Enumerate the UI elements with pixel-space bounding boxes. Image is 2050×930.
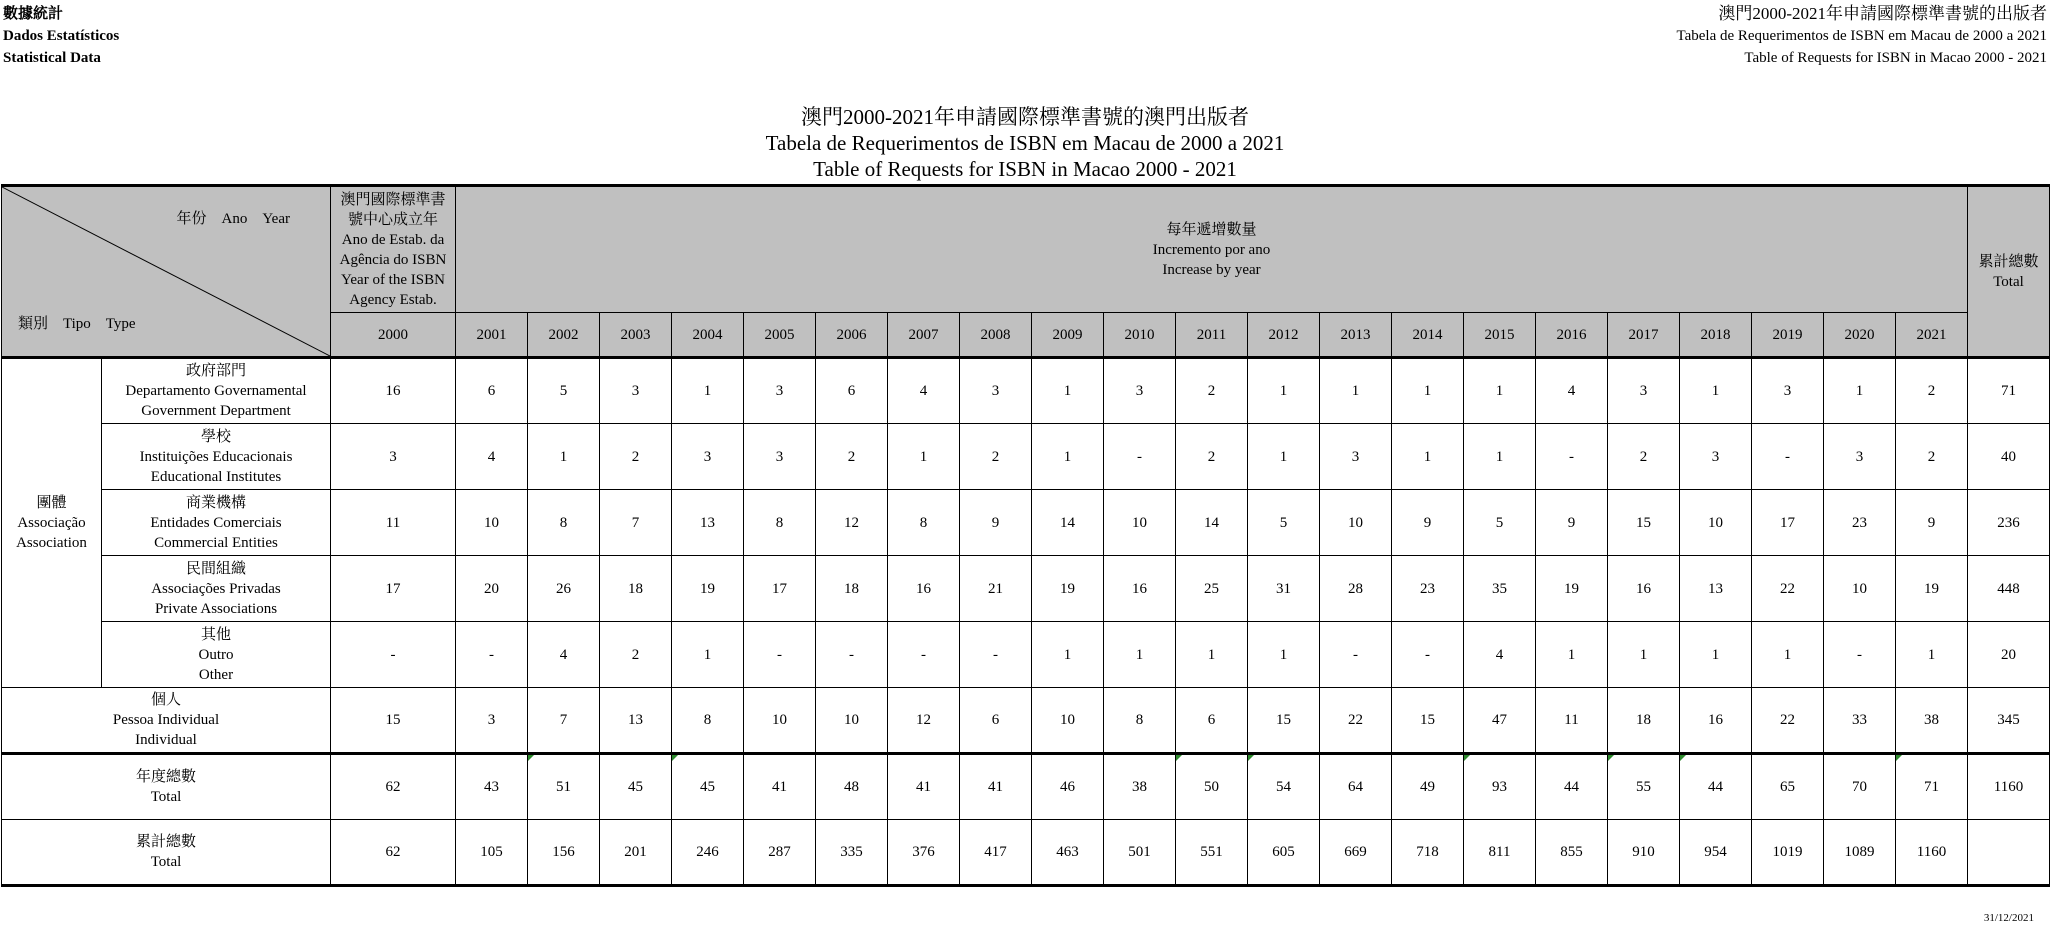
year-header-2014: 2014	[1392, 313, 1464, 358]
data-cell: 7	[600, 490, 672, 556]
data-cell: 1	[528, 424, 600, 490]
data-cell: 17	[744, 556, 816, 622]
cumulative-total-cell: 463	[1032, 820, 1104, 886]
data-cell: 1	[1032, 622, 1104, 688]
data-cell: 3	[744, 358, 816, 424]
annual-total-cell: 45	[672, 754, 744, 820]
category-label-line: 政府部門	[185, 363, 246, 379]
year-header-2005: 2005	[744, 313, 816, 358]
comment-marker-icon	[528, 755, 534, 761]
row-total-cell: 236	[1968, 490, 2050, 556]
cumulative-total-cell: 1160	[1896, 820, 1968, 886]
cumulative-total-cell: 954	[1680, 820, 1752, 886]
increase-header-line: Incremento por ano	[1152, 241, 1271, 258]
year-header-2006: 2006	[816, 313, 888, 358]
increase-header-line: Increase by year	[1162, 261, 1261, 278]
individual-label	[2, 688, 331, 754]
annual-total-cell: 41	[960, 754, 1032, 820]
data-cell: 8	[528, 490, 600, 556]
row-total-cell: 71	[1968, 358, 2050, 424]
individual-label-line: Individual	[135, 732, 197, 748]
data-cell: 4	[888, 358, 960, 424]
annual-total-cell: 46	[1032, 754, 1104, 820]
year-header-2021: 2021	[1896, 313, 1968, 358]
annual-total-cell: 41	[744, 754, 816, 820]
group-label	[2, 358, 102, 688]
annual-total-label-line: Total	[150, 789, 182, 805]
annual-total-cell: 45	[600, 754, 672, 820]
data-cell: 17	[1752, 490, 1824, 556]
year-header-2016: 2016	[1536, 313, 1608, 358]
annual-total-cell: 48	[816, 754, 888, 820]
category-label	[102, 622, 331, 688]
data-cell: 3	[600, 358, 672, 424]
category-label-line: 商業機構	[185, 494, 246, 511]
data-cell: 3	[1824, 424, 1896, 490]
data-cell: 22	[1752, 556, 1824, 622]
row-total-cell: 40	[1968, 424, 2050, 490]
annual-total-cell: 50	[1176, 754, 1248, 820]
data-cell: 33	[1824, 688, 1896, 754]
comment-marker-icon	[1608, 755, 1614, 761]
data-cell: 13	[1680, 556, 1752, 622]
cumulative-total-label-line: Total	[150, 854, 182, 870]
data-cell: 1	[672, 622, 744, 688]
comment-marker-icon	[672, 755, 678, 761]
data-cell: 6	[456, 358, 528, 424]
data-cell: 3	[960, 358, 1032, 424]
data-cell: 1	[1032, 424, 1104, 490]
data-cell: -	[331, 622, 456, 688]
data-cell: 3	[1680, 424, 1752, 490]
data-cell: 1	[1464, 424, 1536, 490]
data-cell: 19	[1896, 556, 1968, 622]
comment-marker-icon	[1680, 755, 1686, 761]
data-cell: 8	[672, 688, 744, 754]
category-label-line: Other	[198, 666, 234, 683]
data-cell: 8	[888, 490, 960, 556]
row-total-cell: 448	[1968, 556, 2050, 622]
title-line: Tabela de Requerimentos de ISBN em Macau de 2000 a 2021	[765, 131, 1285, 155]
header-right	[1676, 3, 2047, 69]
increase-header	[456, 186, 1968, 313]
data-cell: 15	[1392, 688, 1464, 754]
data-cell: 12	[816, 490, 888, 556]
data-cell: -	[1320, 622, 1392, 688]
data-cell: 3	[744, 424, 816, 490]
data-cell: 16	[1608, 556, 1680, 622]
data-cell: -	[1824, 622, 1896, 688]
annual-total-cell: 93	[1464, 754, 1536, 820]
data-cell: 18	[1608, 688, 1680, 754]
est-header-line: 澳門國際標準書	[340, 191, 446, 208]
est-year-header	[331, 186, 456, 313]
data-cell: 4	[1536, 358, 1608, 424]
cumulative-total-cell: 105	[456, 820, 528, 886]
total-header	[1968, 186, 2050, 358]
cumulative-total-label-line: 累計總數	[135, 834, 196, 850]
data-cell: 10	[456, 490, 528, 556]
cumulative-total-cell: 417	[960, 820, 1032, 886]
year-header-2015: 2015	[1464, 313, 1536, 358]
category-label-line: Educational Institutes	[150, 468, 282, 485]
row-total-cell: 20	[1968, 622, 2050, 688]
data-cell: 1	[672, 358, 744, 424]
annual-total-cell: 44	[1680, 754, 1752, 820]
data-cell: 1	[1320, 358, 1392, 424]
year-header-2018: 2018	[1680, 313, 1752, 358]
group-label-line: Associação	[17, 515, 86, 531]
category-label	[102, 490, 331, 556]
annual-total-cell: 49	[1392, 754, 1464, 820]
data-cell: 7	[528, 688, 600, 754]
cumulative-total-cell: 335	[816, 820, 888, 886]
data-cell: 1	[1248, 622, 1320, 688]
data-cell: 1	[1248, 358, 1320, 424]
data-cell: -	[888, 622, 960, 688]
data-cell: 1	[1032, 358, 1104, 424]
isbn-table	[1, 184, 2050, 887]
cumulative-total-cell: 287	[744, 820, 816, 886]
category-label-line: 民間組織	[185, 560, 246, 577]
data-cell: 1	[1536, 622, 1608, 688]
annual-total-cell: 64	[1320, 754, 1392, 820]
category-label	[102, 556, 331, 622]
data-cell: 5	[1248, 490, 1320, 556]
annual-total-cell: 55	[1608, 754, 1680, 820]
data-cell: -	[960, 622, 1032, 688]
data-cell: 10	[1824, 556, 1896, 622]
category-label-line: 學校	[200, 428, 231, 445]
title-line: Table of Requests for ISBN in Macao 2000 - 2021	[813, 157, 1237, 181]
cumulative-total-cell: 718	[1392, 820, 1464, 886]
data-cell: 16	[331, 358, 456, 424]
data-cell: 38	[1896, 688, 1968, 754]
data-cell: 1	[1752, 622, 1824, 688]
cumulative-total-cell: 669	[1320, 820, 1392, 886]
data-cell: 2	[1608, 424, 1680, 490]
data-cell: 1	[1680, 358, 1752, 424]
cumulative-total-cell: 605	[1248, 820, 1320, 886]
est-header-line: Ano de Estab. da	[341, 231, 445, 248]
data-cell: 6	[960, 688, 1032, 754]
data-cell: 11	[1536, 688, 1608, 754]
data-cell: 2	[1176, 358, 1248, 424]
cumulative-total-cell: 855	[1536, 820, 1608, 886]
data-cell: 19	[1536, 556, 1608, 622]
est-header-line: Agency Estab.	[349, 291, 437, 308]
data-cell: 4	[456, 424, 528, 490]
data-cell: 2	[816, 424, 888, 490]
individual-label-line: Pessoa Individual	[112, 712, 220, 728]
row-total-cell: 345	[1968, 688, 2050, 754]
data-cell: 17	[331, 556, 456, 622]
category-label-line: Instituições Educacionais	[139, 448, 293, 465]
data-cell: 25	[1176, 556, 1248, 622]
header-left-line: Statistical Data	[3, 50, 101, 66]
data-cell: 3	[456, 688, 528, 754]
data-cell: 1	[1248, 424, 1320, 490]
data-cell: 23	[1392, 556, 1464, 622]
data-cell: 21	[960, 556, 1032, 622]
data-cell: 5	[1464, 490, 1536, 556]
data-cell: 3	[331, 424, 456, 490]
annual-total-cell: 70	[1824, 754, 1896, 820]
header-left-line: Dados Estatísticos	[3, 28, 120, 44]
data-cell: 18	[600, 556, 672, 622]
data-cell: 2	[1896, 358, 1968, 424]
year-header-2012: 2012	[1248, 313, 1320, 358]
data-cell: 16	[888, 556, 960, 622]
category-label-line: Private Associations	[154, 600, 278, 617]
header-right-line: Tabela de Requerimentos de ISBN em Macau de 2000 a 2021	[1676, 28, 2047, 44]
corner-type-label: 類別 Tipo Type	[18, 316, 136, 332]
data-cell: 4	[528, 622, 600, 688]
data-cell: 1	[1824, 358, 1896, 424]
header-right-line: Table of Requests for ISBN in Macao 2000 - 2021	[1744, 50, 2047, 66]
data-cell: 19	[1032, 556, 1104, 622]
annual-total-cell: 71	[1896, 754, 1968, 820]
year-header-2010: 2010	[1104, 313, 1176, 358]
grand-total-cell: 1160	[1968, 754, 2050, 820]
comment-marker-icon	[1464, 755, 1470, 761]
data-cell: 31	[1248, 556, 1320, 622]
data-cell: 9	[960, 490, 1032, 556]
data-cell: 2	[960, 424, 1032, 490]
est-header-line: Year of the ISBN	[341, 271, 445, 288]
category-label-line: Departamento Governamental	[125, 383, 307, 399]
category-label	[102, 358, 331, 424]
data-cell: 14	[1176, 490, 1248, 556]
cumulative-total-cell: 246	[672, 820, 744, 886]
annual-total-cell: 65	[1752, 754, 1824, 820]
data-cell: 9	[1896, 490, 1968, 556]
annual-total-cell: 54	[1248, 754, 1320, 820]
data-cell: 10	[1032, 688, 1104, 754]
data-cell: 20	[456, 556, 528, 622]
data-cell: 12	[888, 688, 960, 754]
data-cell: -	[1752, 424, 1824, 490]
data-cell: 1	[1392, 424, 1464, 490]
title-line: 澳門2000-2021年申請國際標準書號的澳門出版者	[801, 105, 1249, 129]
data-cell: 26	[528, 556, 600, 622]
year-header-2017: 2017	[1608, 313, 1680, 358]
data-cell: 1	[888, 424, 960, 490]
data-cell: -	[456, 622, 528, 688]
annual-total-cell: 62	[331, 754, 456, 820]
data-cell: 1	[1176, 622, 1248, 688]
total-header-line: 累計總數	[1978, 253, 2039, 270]
data-cell: 11	[331, 490, 456, 556]
data-cell: 28	[1320, 556, 1392, 622]
increase-header-line: 每年遞增數量	[1166, 221, 1257, 238]
category-label-line: Government Department	[141, 403, 291, 419]
cumulative-total-cell: 1089	[1824, 820, 1896, 886]
cumulative-total-label	[2, 820, 331, 886]
empty-cell	[1968, 820, 2050, 886]
annual-total-cell: 44	[1536, 754, 1608, 820]
cumulative-total-cell: 910	[1608, 820, 1680, 886]
data-cell: 15	[331, 688, 456, 754]
individual-label-line: 個人	[150, 692, 181, 708]
data-cell: 2	[1896, 424, 1968, 490]
data-cell: 18	[816, 556, 888, 622]
data-cell: 6	[816, 358, 888, 424]
data-cell: 3	[672, 424, 744, 490]
category-label-line: Entidades Comerciais	[150, 514, 282, 531]
comment-marker-icon	[1176, 755, 1182, 761]
data-cell: 14	[1032, 490, 1104, 556]
data-cell: 15	[1248, 688, 1320, 754]
header-left-line: 數據統計	[3, 6, 64, 22]
cumulative-total-cell: 376	[888, 820, 960, 886]
data-cell: 8	[1104, 688, 1176, 754]
corner-header	[2, 186, 331, 358]
year-header-2004: 2004	[672, 313, 744, 358]
data-cell: 16	[1104, 556, 1176, 622]
category-label-line: Outro	[198, 646, 234, 663]
year-header-2020: 2020	[1824, 313, 1896, 358]
data-cell: -	[1392, 622, 1464, 688]
year-header-2002: 2002	[528, 313, 600, 358]
annual-total-cell: 51	[528, 754, 600, 820]
year-header-2013: 2013	[1320, 313, 1392, 358]
data-cell: 3	[1320, 424, 1392, 490]
data-cell: 2	[600, 424, 672, 490]
data-cell: 1	[1464, 358, 1536, 424]
comment-marker-icon	[1248, 755, 1254, 761]
data-cell: -	[744, 622, 816, 688]
comment-marker-icon	[1896, 755, 1902, 761]
data-cell: 16	[1680, 688, 1752, 754]
year-header-2008: 2008	[960, 313, 1032, 358]
data-cell: 15	[1608, 490, 1680, 556]
cumulative-total-cell: 156	[528, 820, 600, 886]
cumulative-total-cell: 1019	[1752, 820, 1824, 886]
data-cell: 47	[1464, 688, 1536, 754]
total-header-line: Total	[1993, 273, 2024, 290]
corner-year-label: 年份 Ano Year	[176, 211, 290, 227]
page-title	[0, 104, 2050, 182]
year-header-2009: 2009	[1032, 313, 1104, 358]
data-cell: 19	[672, 556, 744, 622]
header-right-line: 澳門2000-2021年申請國際標準書號的出版者	[1718, 4, 2047, 23]
data-cell: 3	[1608, 358, 1680, 424]
category-label-line: Commercial Entities	[154, 534, 278, 551]
data-cell: 13	[600, 688, 672, 754]
data-cell: 3	[1104, 358, 1176, 424]
est-header-line: Agência do ISBN	[339, 251, 447, 268]
year-header-2001: 2001	[456, 313, 528, 358]
data-cell: -	[1104, 424, 1176, 490]
data-cell: 10	[744, 688, 816, 754]
data-cell: 8	[744, 490, 816, 556]
data-cell: 2	[600, 622, 672, 688]
data-cell: 1	[1680, 622, 1752, 688]
data-cell: 23	[1824, 490, 1896, 556]
annual-total-label-line: 年度總數	[135, 769, 196, 785]
data-cell: 1	[1896, 622, 1968, 688]
header-left	[3, 3, 119, 69]
cumulative-total-cell: 201	[600, 820, 672, 886]
cumulative-total-cell: 62	[331, 820, 456, 886]
data-cell: 10	[1320, 490, 1392, 556]
data-cell: 1	[1392, 358, 1464, 424]
group-label-line: Association	[16, 535, 87, 551]
category-label	[102, 424, 331, 490]
data-cell: 2	[1176, 424, 1248, 490]
data-cell: 1	[1104, 622, 1176, 688]
est-header-line: 號中心成立年	[347, 211, 438, 228]
data-cell: 6	[1176, 688, 1248, 754]
data-cell: 5	[528, 358, 600, 424]
group-label-line: 團體	[36, 495, 67, 511]
data-cell: -	[1536, 424, 1608, 490]
annual-total-cell: 38	[1104, 754, 1176, 820]
annual-total-cell: 41	[888, 754, 960, 820]
year-header-2011: 2011	[1176, 313, 1248, 358]
data-cell: 1	[1608, 622, 1680, 688]
annual-total-label	[2, 754, 331, 820]
data-cell: 13	[672, 490, 744, 556]
cumulative-total-cell: 501	[1104, 820, 1176, 886]
category-label-line: Associações Privadas	[151, 580, 281, 597]
data-cell: 22	[1320, 688, 1392, 754]
data-cell: 10	[816, 688, 888, 754]
data-cell: -	[816, 622, 888, 688]
year-header-2007: 2007	[888, 313, 960, 358]
year-header-2003: 2003	[600, 313, 672, 358]
cumulative-total-cell: 551	[1176, 820, 1248, 886]
data-cell: 4	[1464, 622, 1536, 688]
year-header-2000: 2000	[331, 313, 456, 358]
annual-total-cell: 43	[456, 754, 528, 820]
data-cell: 35	[1464, 556, 1536, 622]
data-cell: 3	[1752, 358, 1824, 424]
data-cell: 22	[1752, 688, 1824, 754]
category-label-line: 其他	[200, 626, 231, 643]
data-cell: 10	[1104, 490, 1176, 556]
cumulative-total-cell: 811	[1464, 820, 1536, 886]
data-cell: 9	[1392, 490, 1464, 556]
footer-date: 31/12/2021	[1983, 912, 2034, 924]
data-cell: 10	[1680, 490, 1752, 556]
year-header-2019: 2019	[1752, 313, 1824, 358]
data-cell: 9	[1536, 490, 1608, 556]
